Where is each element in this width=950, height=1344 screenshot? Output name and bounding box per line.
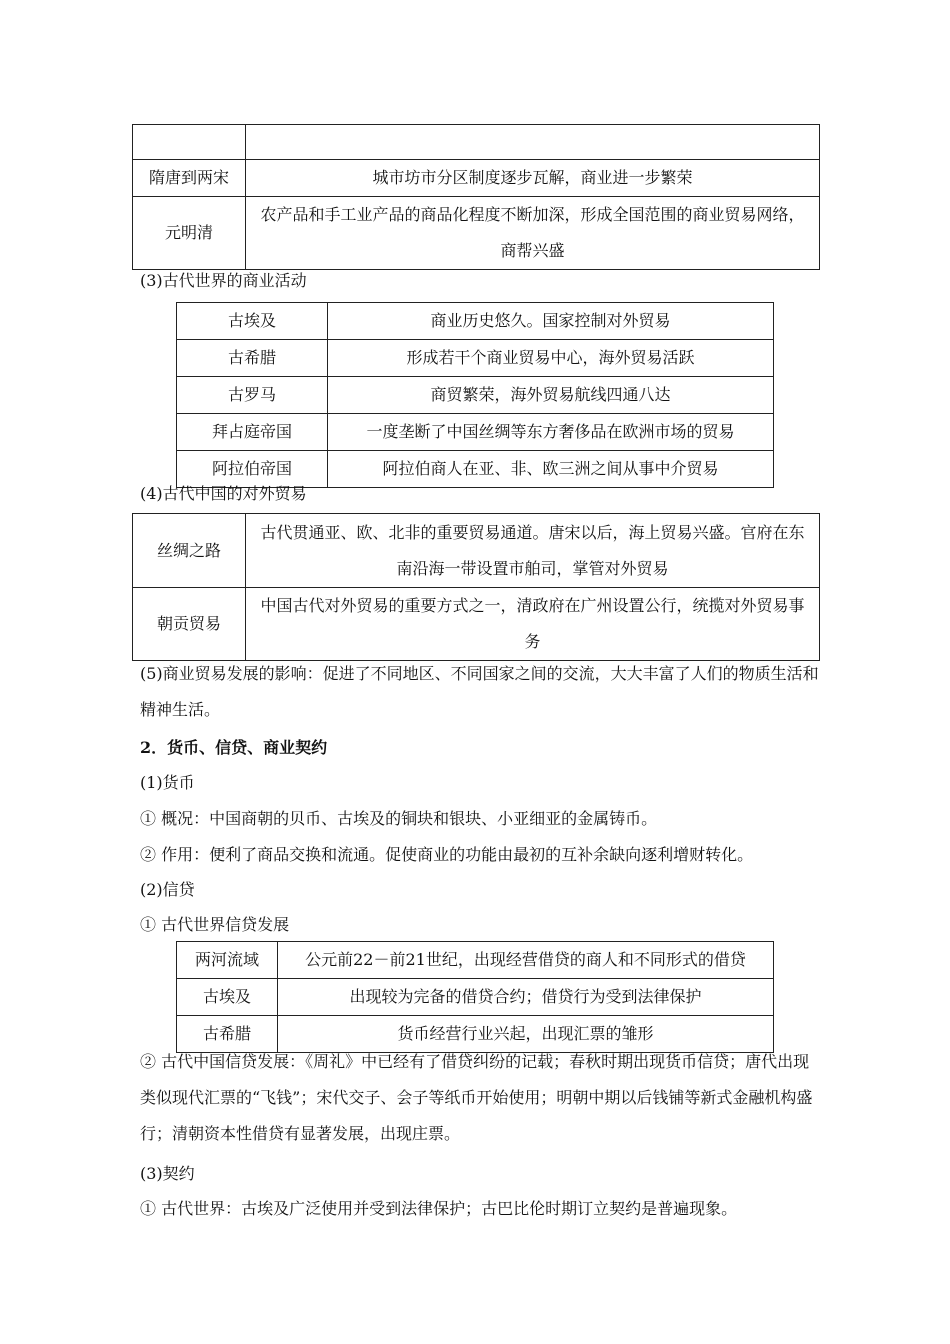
content-cell [246,125,820,160]
content-cell: 农产品和手工业产品的商品化程度不断加深，形成全国范围的商业贸易网络，商帮兴盛 [246,197,820,270]
content-cell: 商贸繁荣，海外贸易航线四通八达 [328,377,774,414]
table-row [177,942,774,979]
content-cell: 一度垄断了中国丝绸等东方奢侈品在欧洲市场的贸易 [328,414,774,451]
name-cell: 朝贡贸易 [133,588,246,661]
subheading-credit: (2)信贷 [140,880,195,899]
content-cell: 商业历史悠久。国家控制对外贸易 [328,303,774,340]
region-cell: 古希腊 [177,340,328,377]
china-foreign-trade-table [132,513,820,661]
table-row [177,303,774,340]
section-heading-money-credit: 2．货币、信贷、商业契约 [140,738,328,757]
period-cell: 元明清 [133,197,246,270]
commerce-impact-paragraph: (5)商业贸易发展的影响：促进了不同地区、不同国家之间的交流，大大丰富了人们的物质生活和精神生活。 [140,664,819,719]
table-row [177,979,774,1016]
table-row [133,160,820,197]
table-row [177,340,774,377]
region-cell: 古埃及 [177,303,328,340]
region-cell: 古希腊 [177,1016,278,1053]
heading-world-commerce: (3)古代世界的商业活动 [140,271,307,290]
credit-china-paragraph: ② 古代中国信贷发展：《周礼》中已经有了借贷纠纷的记载；春秋时期出现货币信贷；唐代出现类似现代汇票的“飞钱”；宋代交子、会子等纸币开始使用；明朝中期以后钱铺等新式金融机构盛行；清朝资本性借贷有显著发展，出现庄票。 [140,1052,813,1143]
credit-world-heading: ① 古代世界信贷发展 [140,915,290,934]
period-cell: 隋唐到两宋 [133,160,246,197]
content-cell: 出现较为完备的借贷合约；借贷行为受到法律保护 [278,979,774,1016]
world-commerce-table [176,302,774,488]
content-cell: 古代贯通亚、欧、北非的重要贸易通道。唐宋以后，海上贸易兴盛。官府在东南沿海一带设置市舶司，掌管对外贸易 [246,514,820,588]
subheading-contract: (3)契约 [140,1164,195,1183]
china-commerce-table [132,124,820,270]
content-cell: 城市坊市分区制度逐步瓦解，商业进一步繁荣 [246,160,820,197]
table-row [133,588,820,661]
period-cell [133,125,246,160]
subheading-money: (1)货币 [140,773,195,792]
heading-china-foreign-trade: (4)古代中国的对外贸易 [140,484,307,503]
table-row [133,514,820,588]
region-cell: 阿拉伯帝国 [177,451,328,488]
name-cell: 丝绸之路 [133,514,246,588]
content-cell: 货币经营行业兴起，出现汇票的雏形 [278,1016,774,1053]
region-cell: 拜占庭帝国 [177,414,328,451]
content-cell: 中国古代对外贸易的重要方式之一，清政府在广州设置公行，统揽对外贸易事务 [246,588,820,661]
money-overview: ① 概况：中国商朝的贝币、古埃及的铜块和银块、小亚细亚的金属铸币。 [140,809,658,828]
table-row [133,125,820,160]
table-row [177,451,774,488]
region-cell: 两河流域 [177,942,278,979]
world-credit-table [176,941,774,1053]
contract-world: ① 古代世界：古埃及广泛使用并受到法律保护；古巴比伦时期订立契约是普遍现象。 [140,1199,738,1218]
content-cell: 形成若干个商业贸易中心，海外贸易活跃 [328,340,774,377]
table-row [133,197,820,270]
region-cell: 古埃及 [177,979,278,1016]
table-row [177,414,774,451]
content-cell: 公元前22－前21世纪，出现经营借贷的商人和不同形式的借贷 [278,942,774,979]
region-cell: 古罗马 [177,377,328,414]
table-row [177,377,774,414]
money-function: ② 作用：便利了商品交换和流通。促使商业的功能由最初的互补余缺向逐利增财转化。 [140,845,754,864]
content-cell: 阿拉伯商人在亚、非、欧三洲之间从事中介贸易 [328,451,774,488]
